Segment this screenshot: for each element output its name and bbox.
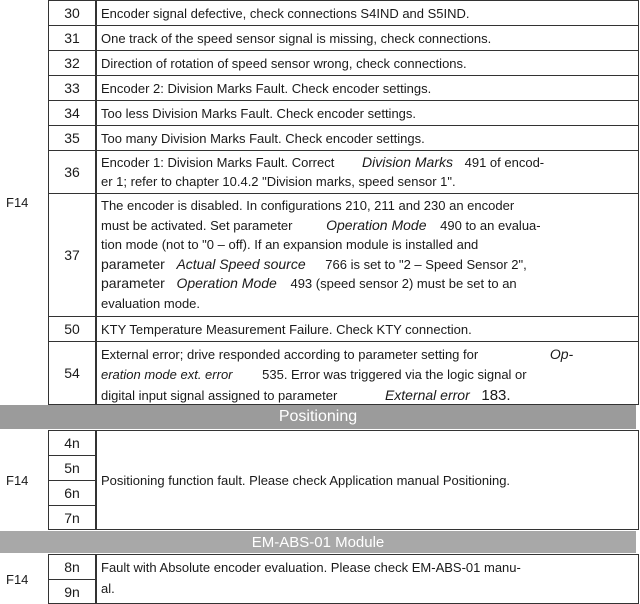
error-code-34: 34 <box>48 100 96 126</box>
error-code-9n: 9n <box>48 579 96 604</box>
error-code-6n: 6n <box>48 480 96 506</box>
error-desc-35: Too many Division Marks Fault. Check encoder settings. <box>96 125 639 151</box>
error-desc-31: One track of the speed sensor signal is missing, check connections. <box>96 25 639 51</box>
error-code-4n: 4n <box>48 430 96 456</box>
fault-code-label: F14 <box>6 194 29 210</box>
section-header-positioning: Positioning <box>0 405 636 429</box>
error-desc-36: Encoder 1: Division Marks Fault. Correct Division Marks 491 of encod- er 1; refer to chapter 10.4.2 "Division marks, speed sensor 1". <box>96 150 639 194</box>
fault-code-f14-em-abs: F14 <box>0 554 48 604</box>
fault-code-f14-positioning: F14 <box>0 430 48 530</box>
error-code-33: 33 <box>48 75 96 101</box>
error-desc-37: The encoder is disabled. In configurations 210, 211 and 230 an encoder must be activated. Set parameter Operation Mode 490 to an evalua- tion mode (not to "0 – off). If an expansion module is installed and parameter Actual Speed source 766 is set to "2 – Speed Sensor 2", parameter Operation Mode 493 (speed sensor 2) must be set to an evaluation mode. <box>96 193 639 317</box>
error-code-31: 31 <box>48 25 96 51</box>
error-code-50: 50 <box>48 316 96 342</box>
error-code-8n: 8n <box>48 554 96 580</box>
error-desc-30: Encoder signal defective, check connections S4IND and S5IND. <box>96 0 639 26</box>
error-desc-54: External error; drive responded according to parameter setting for Op- eration mode ext. error 535. Error was triggered via the logic signal or digital input signal assigned to parameter External error 183. <box>96 341 639 405</box>
error-desc-34: Too less Division Marks Fault. Check encoder settings. <box>96 100 639 126</box>
error-code-32: 32 <box>48 50 96 76</box>
fault-code-f14 <box>0 0 48 404</box>
error-code-5n: 5n <box>48 455 96 481</box>
error-code-7n: 7n <box>48 505 96 530</box>
section-header-em-abs-01: EM-ABS-01 Module <box>0 531 636 553</box>
error-desc-32: Direction of rotation of speed sensor wrong, check connections. <box>96 50 639 76</box>
error-desc-em-abs: Fault with Absolute encoder evaluation. Please check EM-ABS-01 manu- al. <box>96 554 639 604</box>
error-code-36: 36 <box>48 150 96 194</box>
error-code-54: 54 <box>48 341 96 405</box>
error-code-30: 30 <box>48 0 96 26</box>
error-desc-33: Encoder 2: Division Marks Fault. Check encoder settings. <box>96 75 639 101</box>
error-desc-50: KTY Temperature Measurement Failure. Check KTY connection. <box>96 316 639 342</box>
error-code-35: 35 <box>48 125 96 151</box>
error-code-37: 37 <box>48 193 96 317</box>
error-desc-positioning: Positioning function fault. Please check Application manual Positioning. <box>96 430 639 530</box>
